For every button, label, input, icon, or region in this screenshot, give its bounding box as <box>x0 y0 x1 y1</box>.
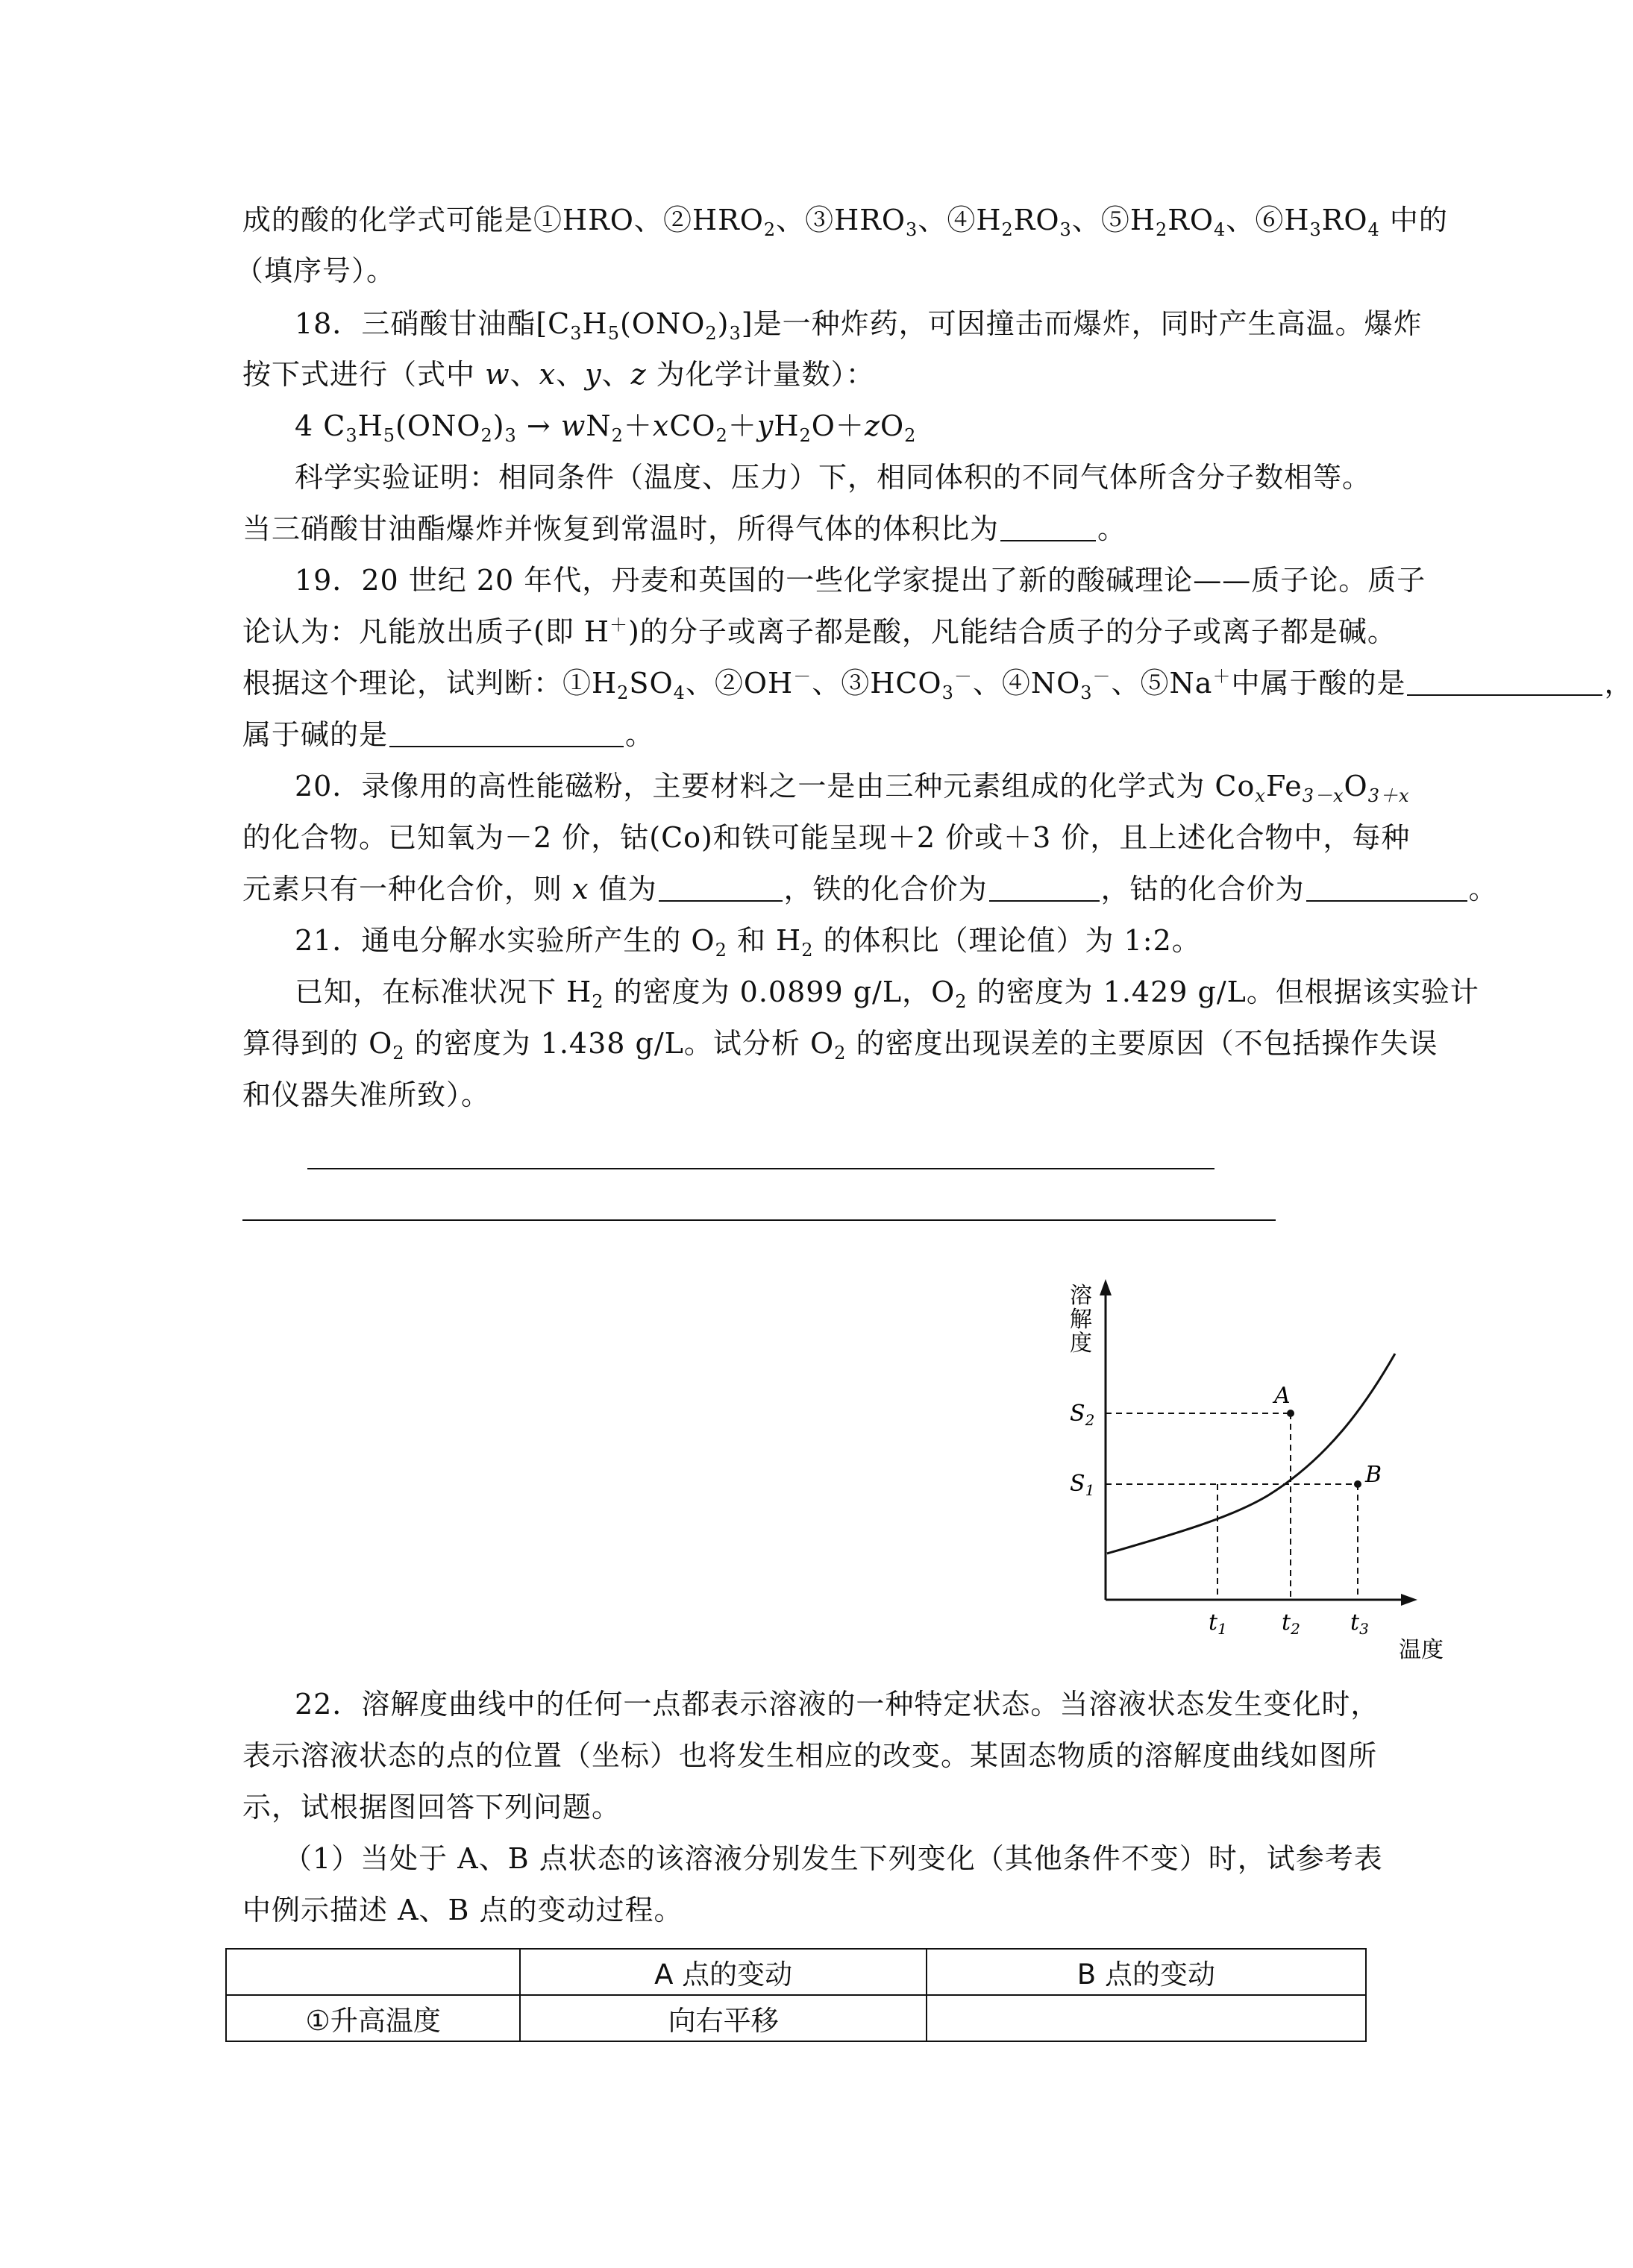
q18-line-4: 当三硝酸甘油酯爆炸并恢复到常温时，所得气体的体积比为 。 <box>242 512 1127 545</box>
answer-line-1[interactable] <box>307 1168 1214 1169</box>
x-answer-blank[interactable] <box>659 873 783 902</box>
tick-t2: $t_2$ <box>1282 1609 1300 1638</box>
answer-blank[interactable] <box>1000 513 1096 541</box>
q20-line-1: 20．录像用的高性能磁粉，主要材料之一是由三种元素组成的化学式为 $Co_xFe_{3-x}O_{3+x}$ <box>295 770 1410 806</box>
point-b-label: B <box>1365 1462 1382 1488</box>
q20-line-3: 元素只有一种化合价，则 x 值为 ，铁的化合价为 ，钴的化合价为 。 <box>242 873 1498 905</box>
q17-line-2: （填序号）。 <box>235 254 396 287</box>
q21-line-2: 已知，在标准状况下 $H_2$ 的密度为 0.0899 g/L，$O_2$ 的密度为 1.429 g/L。但根据该实验计 <box>295 976 1479 1012</box>
table-cell: 向右平移 <box>520 1995 926 2041</box>
base-answer-blank[interactable] <box>389 719 624 747</box>
y-axis-arrow-icon <box>1100 1279 1112 1295</box>
answer-table <box>225 1948 1367 2042</box>
tick-s2: $S_2$ <box>1070 1401 1095 1429</box>
y-axis-label-char-3: 度 <box>1070 1331 1092 1357</box>
q22-line-1: 22．溶解度曲线中的任何一点都表示溶液的一种特定状态。当溶液状态发生变化时， <box>295 1688 1380 1721</box>
q22-line-2: 表示溶液状态的点的位置（坐标）也将发生相应的改变。某固态物质的溶解度曲线如图所 <box>242 1739 1378 1772</box>
point-a-label: A <box>1274 1383 1291 1409</box>
point-a <box>1287 1410 1294 1417</box>
q20-line-2: 的化合物。已知氧为－2 价，钴(Co)和铁可能呈现＋2 价或＋3 价，且上述化合物中，每种 <box>242 821 1411 854</box>
q19-line-4: 属于碱的是 。 <box>242 718 655 751</box>
point-b <box>1354 1480 1361 1488</box>
q21-line-3: 算得到的 $O_2$ 的密度为 1.438 g/L。试分析 $O_2$ 的密度出现误差的主要原因（不包括操作失误 <box>242 1027 1438 1064</box>
solubility-chart <box>1059 1272 1462 1667</box>
acid-answer-blank[interactable] <box>1407 667 1602 696</box>
solubility-curve <box>1107 1354 1395 1554</box>
q18-line-3: 科学实验证明：相同条件（温度、压力）下，相同体积的不同气体所含分子数相等。 <box>295 461 1372 494</box>
q22-line-4: （1）当处于 A、B 点状态的该溶液分别发生下列变化（其他条件不变）时，试参考表 <box>283 1842 1383 1875</box>
tick-s1: $S_1$ <box>1070 1471 1095 1499</box>
q22-line-5: 中例示描述 A、B 点的变动过程。 <box>242 1894 683 1926</box>
x-axis-label: 温度 <box>1399 1637 1444 1663</box>
table-cell: ①升高温度 <box>226 1995 520 2041</box>
q18-line-2: 按下式进行（式中 w、x、y、z 为化学计量数）： <box>242 358 875 391</box>
q21-line-4: 和仪器失准所致）。 <box>242 1078 491 1111</box>
q22-line-3: 示，试根据图回答下列问题。 <box>242 1791 621 1823</box>
table-row <box>226 1995 1366 2041</box>
table-header-cell: A 点的变动 <box>520 1949 926 1995</box>
cobalt-valence-blank[interactable] <box>1306 873 1467 902</box>
table-header-cell: B 点的变动 <box>927 1949 1366 1995</box>
answer-line-2[interactable] <box>242 1219 1276 1221</box>
table-header-cell <box>226 1949 520 1995</box>
q19-line-2: 论认为：凡能放出质子(即 H＋)的分子或离子都是酸，凡能结合质子的分子或离子都是碱。 <box>242 615 1397 648</box>
q19-line-3: 根据这个理论，试判断：$①H_2SO_4$、②OH－、$③HCO_3^-$、$④NO_3^-$、⑤Na＋中属于酸的是 ， <box>242 666 1633 703</box>
q21-line-1: 21．通电分解水实验所产生的 $O_2$ 和 $H_2$ 的体积比（理论值）为 1:2。 <box>295 924 1201 961</box>
q18-line-1: 18．三硝酸甘油酯$[C_3H_5(ONO_2)_3]$是一种炸药，可因撞击而爆炸，同时产生高温。爆炸 <box>295 307 1423 344</box>
y-axis-label-char-1: 溶 <box>1070 1283 1092 1309</box>
q18-equation: 4 $C_3H_5(ONO_2)_3 \to wN_2+xCO_2+yH_2O+zO_2$ <box>295 409 917 446</box>
tick-t1: $t_1$ <box>1209 1609 1227 1638</box>
table-header-row <box>226 1949 1366 1995</box>
y-axis-label-char-2: 解 <box>1070 1307 1092 1333</box>
x-axis-arrow-icon <box>1401 1594 1417 1606</box>
iron-valence-blank[interactable] <box>989 873 1100 902</box>
tick-t3: $t_3$ <box>1350 1609 1369 1638</box>
q17-line-1: 成的酸的化学式可能是①HRO、$②HRO_2$、$③HRO_3$、$④H_2RO_3$、$⑤H_2RO_4$、$⑥H_3RO_4$ 中的 <box>242 204 1448 240</box>
table-cell-answer[interactable] <box>927 1995 1366 2041</box>
q19-line-1: 19．20 世纪 20 年代，丹麦和英国的一些化学家提出了新的酸碱理论——质子论。质子 <box>295 564 1426 597</box>
